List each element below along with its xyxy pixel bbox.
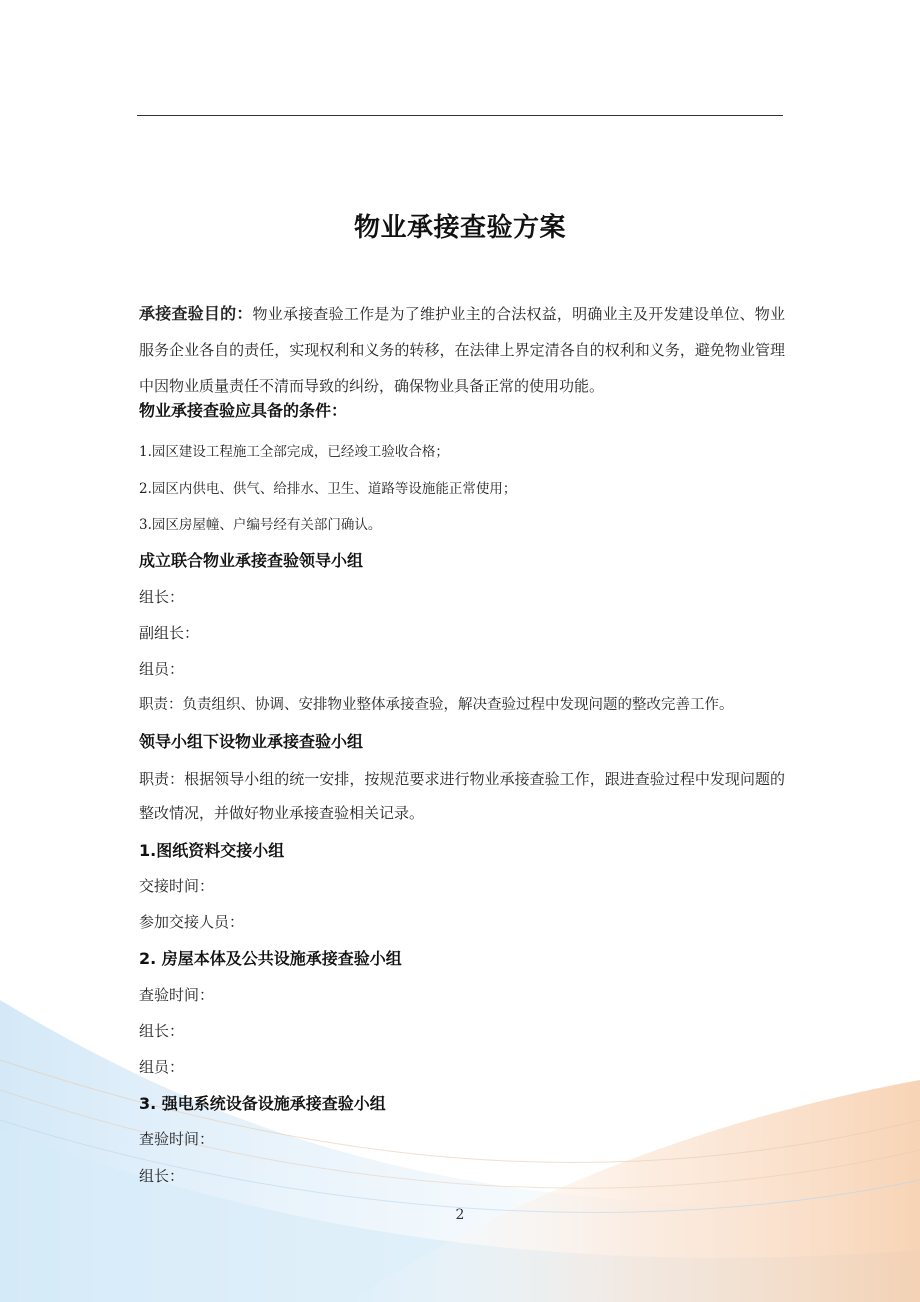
leadership-deputy: 副组长： <box>139 624 200 642</box>
page-number: 2 <box>455 1207 465 1223</box>
purpose-paragraph <box>139 296 785 404</box>
conditions-heading: 物业承接查验应具备的条件： <box>139 401 348 420</box>
group1-heading: 1.图纸资料交接小组 <box>139 841 285 860</box>
group3-time: 查验时间： <box>139 1130 215 1148</box>
condition-item-2: 2.园区内供电、供气、给排水、卫生、道路等设施能正常使用； <box>139 481 517 497</box>
purpose-text: 物业承接查验工作是为了维护业主的合法权益，明确业主及开发建设单位、物业服务企业各自的责任，实现权利和义务的转移，在法律上界定清各自的权利和义务，避免物业管理中因物业质量责任不清而导致的纠纷，确保物业具备正常的使用功能。 <box>139 305 785 395</box>
document-title: 物业承接查验方案 <box>353 213 566 243</box>
leadership-leader: 组长： <box>139 588 185 606</box>
group3-leader: 组长： <box>139 1167 185 1185</box>
subgroups-heading: 领导小组下设物业承接查验小组 <box>139 732 364 751</box>
group2-leader: 组长： <box>139 1022 185 1040</box>
subgroups-duty: 职责：根据领导小组的统一安排，按规范要求进行物业承接查验工作，跟进查验过程中发现问题的整改情况，并做好物业承接查验相关记录。 <box>139 770 785 822</box>
leadership-heading: 成立联合物业承接查验领导小组 <box>139 551 364 570</box>
condition-item-3: 3.园区房屋幢、户编号经有关部门确认。 <box>139 517 382 533</box>
group2-heading: 2. 房屋本体及公共设施承接查验小组 <box>139 949 402 968</box>
group2-time: 查验时间： <box>139 986 215 1004</box>
leadership-duty: 职责：负责组织、协调、安排物业整体承接查验，解决查验过程中发现问题的整改完善工作。 <box>139 697 734 713</box>
group3-heading: 3. 强电系统设备设施承接查验小组 <box>139 1094 386 1113</box>
group2-members: 组员： <box>139 1058 185 1076</box>
condition-item-1: 1.园区建设工程施工全部完成，已经竣工验收合格； <box>139 444 449 460</box>
header-rule <box>137 115 783 116</box>
purpose-label: 承接查验目的： <box>139 304 253 323</box>
group1-time: 交接时间： <box>139 877 215 895</box>
leadership-members: 组员： <box>139 660 185 678</box>
group1-people: 参加交接人员： <box>139 913 245 931</box>
